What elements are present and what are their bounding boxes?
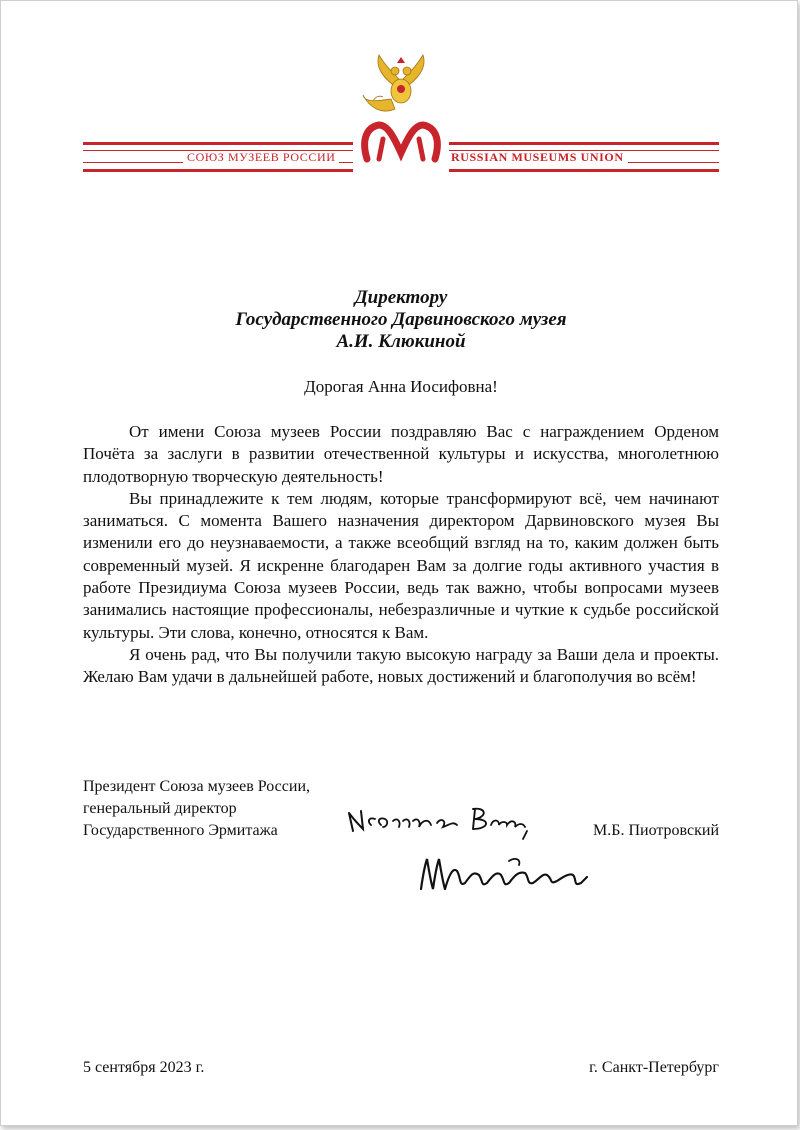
addressee-line: Директору	[354, 287, 448, 308]
addressee-name: А.И. Клюкиной	[336, 331, 466, 352]
salutation: Дорогая Анна Иосифовна!	[304, 377, 498, 396]
paragraph: Я очень рад, что Вы получили такую высокую награду за Ваши дела и проекты. Желаю Вам удачи в дальнейшей работе, новых достижений и благополучия во всём!	[83, 644, 719, 687]
handwritten-signature	[341, 791, 611, 901]
signatory-name: М.Б. Пиотровский	[593, 822, 719, 839]
signatory-title	[83, 776, 383, 842]
signatory-title-line: Государственного Эрмитажа	[83, 822, 278, 839]
letterhead-left-text: СОЮЗ МУЗЕЕВ РОССИИ	[183, 151, 339, 163]
signatory-title-line: Президент Союза музеев России,	[83, 778, 311, 795]
signatory-title-line: генеральный директор	[83, 800, 237, 817]
museums-union-logo	[353, 49, 449, 171]
addressee-block	[83, 287, 719, 353]
letter-place: г. Санкт-Петербург	[589, 1059, 719, 1076]
letter-date: 5 сентября 2023 г.	[83, 1059, 205, 1076]
letter-body	[83, 421, 719, 689]
paragraph: От имени Союза музеев России поздравляю Вас с награждением Орденом Почёта за заслуги в развитии отечественной культуры и искусства, многолетнюю плодотворную творческую деятельность!	[83, 422, 719, 486]
paragraph: Вы принадлежите к тем людям, которые трансформируют всё, чем начинают заниматься. С момента Вашего назначения директором Дарвиновского музея Вы изменили его до неузнаваемости, а также всеобщий взгляд на то, каким должен быть современный музей. Я искренне благодарен Вам за долгие годы активного участия в работе Президиума Союза музеев России, ведь так важно, чтобы вопросами музеев занимались настоящие профессионалы, небезразличные и чуткие к судьбе российской культуры. Эти слова, конечно, относятся к Вам.	[83, 488, 719, 642]
addressee-line: Государственного Дарвиновского музея	[235, 309, 567, 330]
letterhead-right-text: RUSSIAN MUSEUMS UNION	[447, 151, 628, 163]
